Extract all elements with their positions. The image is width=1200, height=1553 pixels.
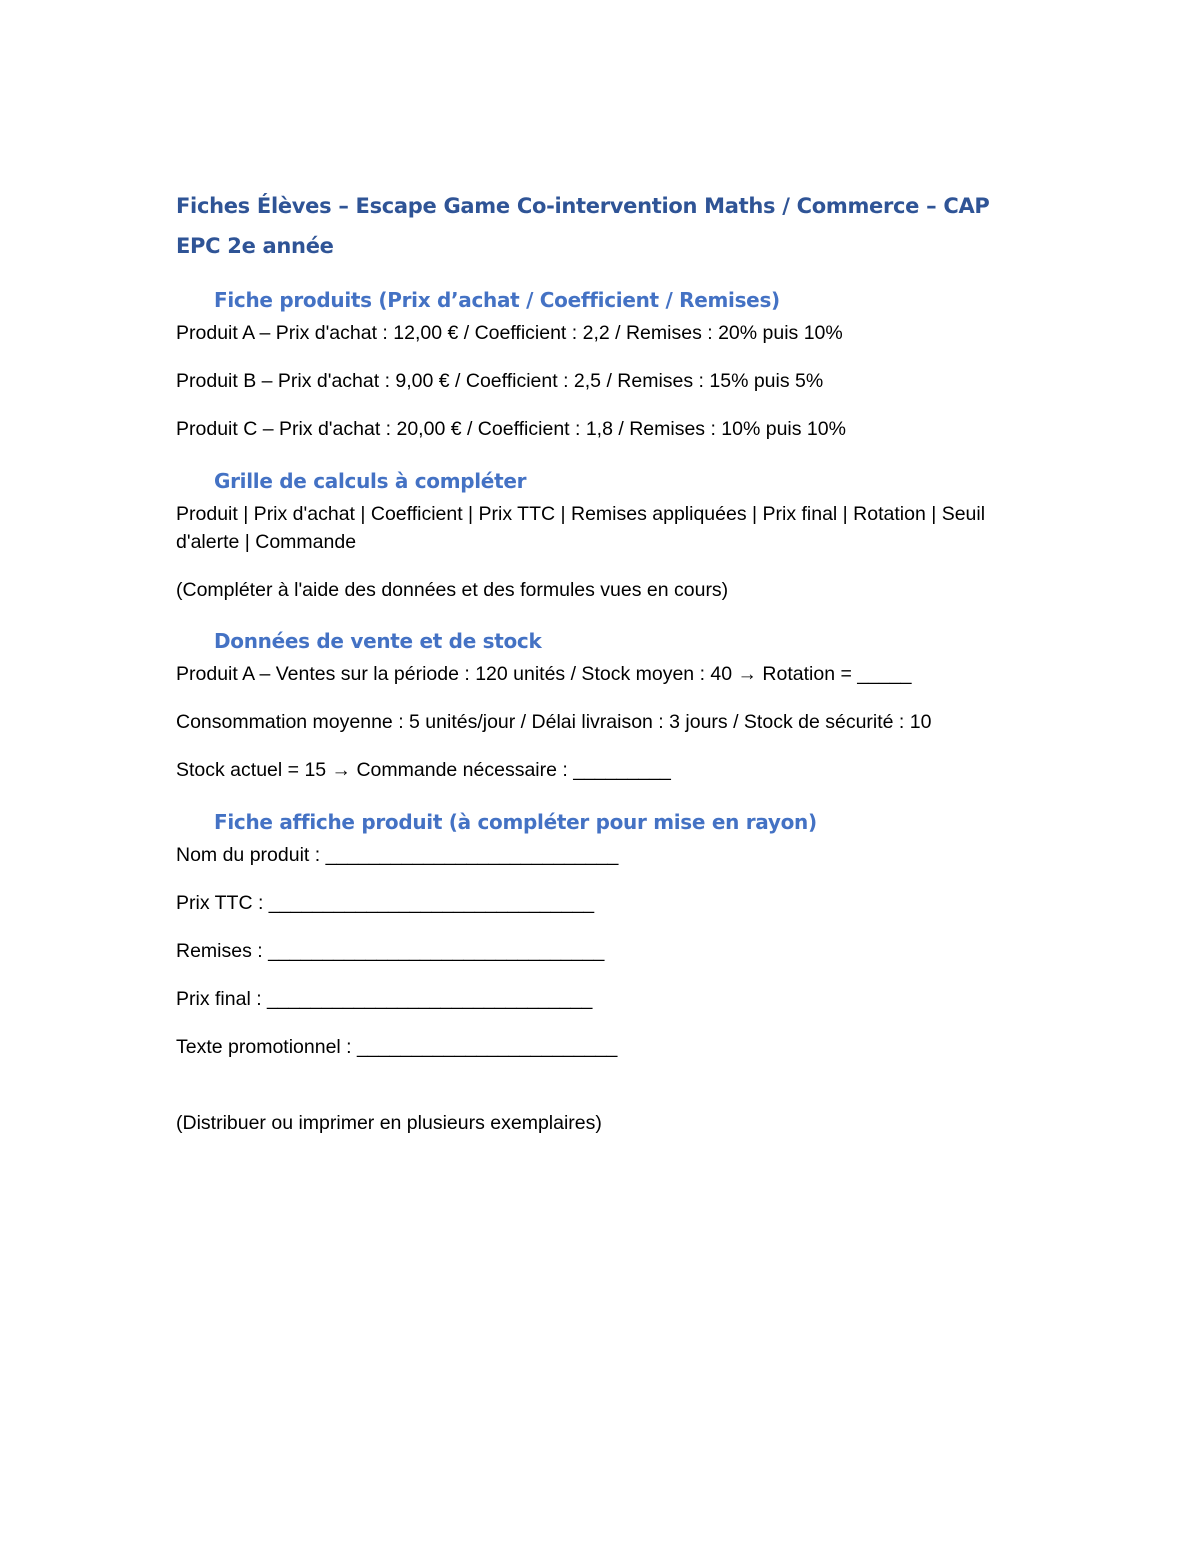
grid-instruction: (Compléter à l'aide des données et des formules vues en cours) bbox=[176, 579, 729, 601]
document-title: Fiches Élèves – Escape Game Co-intervention Maths / Commerce – CAP EPC 2e année bbox=[176, 194, 990, 258]
heading-fiche-produits: Fiche produits (Prix d’achat / Coefficient / Remises) bbox=[214, 288, 780, 312]
affiche-prix-ttc: Prix TTC : ______________________________ bbox=[176, 892, 595, 914]
sales-line-rotation: Produit A – Ventes sur la période : 120 unités / Stock moyen : 40 → Rotation = _____ bbox=[176, 663, 912, 685]
product-line-c: Produit C – Prix d'achat : 20,00 € / Coefficient : 1,8 / Remises : 10% puis 10% bbox=[176, 418, 846, 440]
grid-columns-line: Produit | Prix d'achat | Coefficient | Prix TTC | Remises appliquées | Prix final | Rotation | Seuil d'alerte | Commande bbox=[176, 503, 986, 553]
heading-fiche-affiche: Fiche affiche produit (à compléter pour mise en rayon) bbox=[214, 810, 817, 834]
footer-note: (Distribuer ou imprimer en plusieurs exemplaires) bbox=[176, 1112, 602, 1134]
heading-donnees-vente: Données de vente et de stock bbox=[214, 629, 542, 653]
heading-grille-calculs: Grille de calculs à compléter bbox=[214, 469, 527, 493]
affiche-texte-promo: Texte promotionnel : ________________________ bbox=[176, 1036, 618, 1058]
product-line-b: Produit B – Prix d'achat : 9,00 € / Coefficient : 2,5 / Remises : 15% puis 5% bbox=[176, 370, 824, 392]
affiche-remises: Remises : _______________________________ bbox=[176, 940, 605, 962]
affiche-nom-produit: Nom du produit : ___________________________ bbox=[176, 844, 619, 866]
sales-line-consommation: Consommation moyenne : 5 unités/jour / Délai livraison : 3 jours / Stock de sécurité : 10 bbox=[176, 711, 932, 733]
product-line-a: Produit A – Prix d'achat : 12,00 € / Coefficient : 2,2 / Remises : 20% puis 10% bbox=[176, 322, 843, 344]
sales-line-commande: Stock actuel = 15 → Commande nécessaire : _________ bbox=[176, 759, 671, 781]
affiche-prix-final: Prix final : ______________________________ bbox=[176, 988, 593, 1010]
